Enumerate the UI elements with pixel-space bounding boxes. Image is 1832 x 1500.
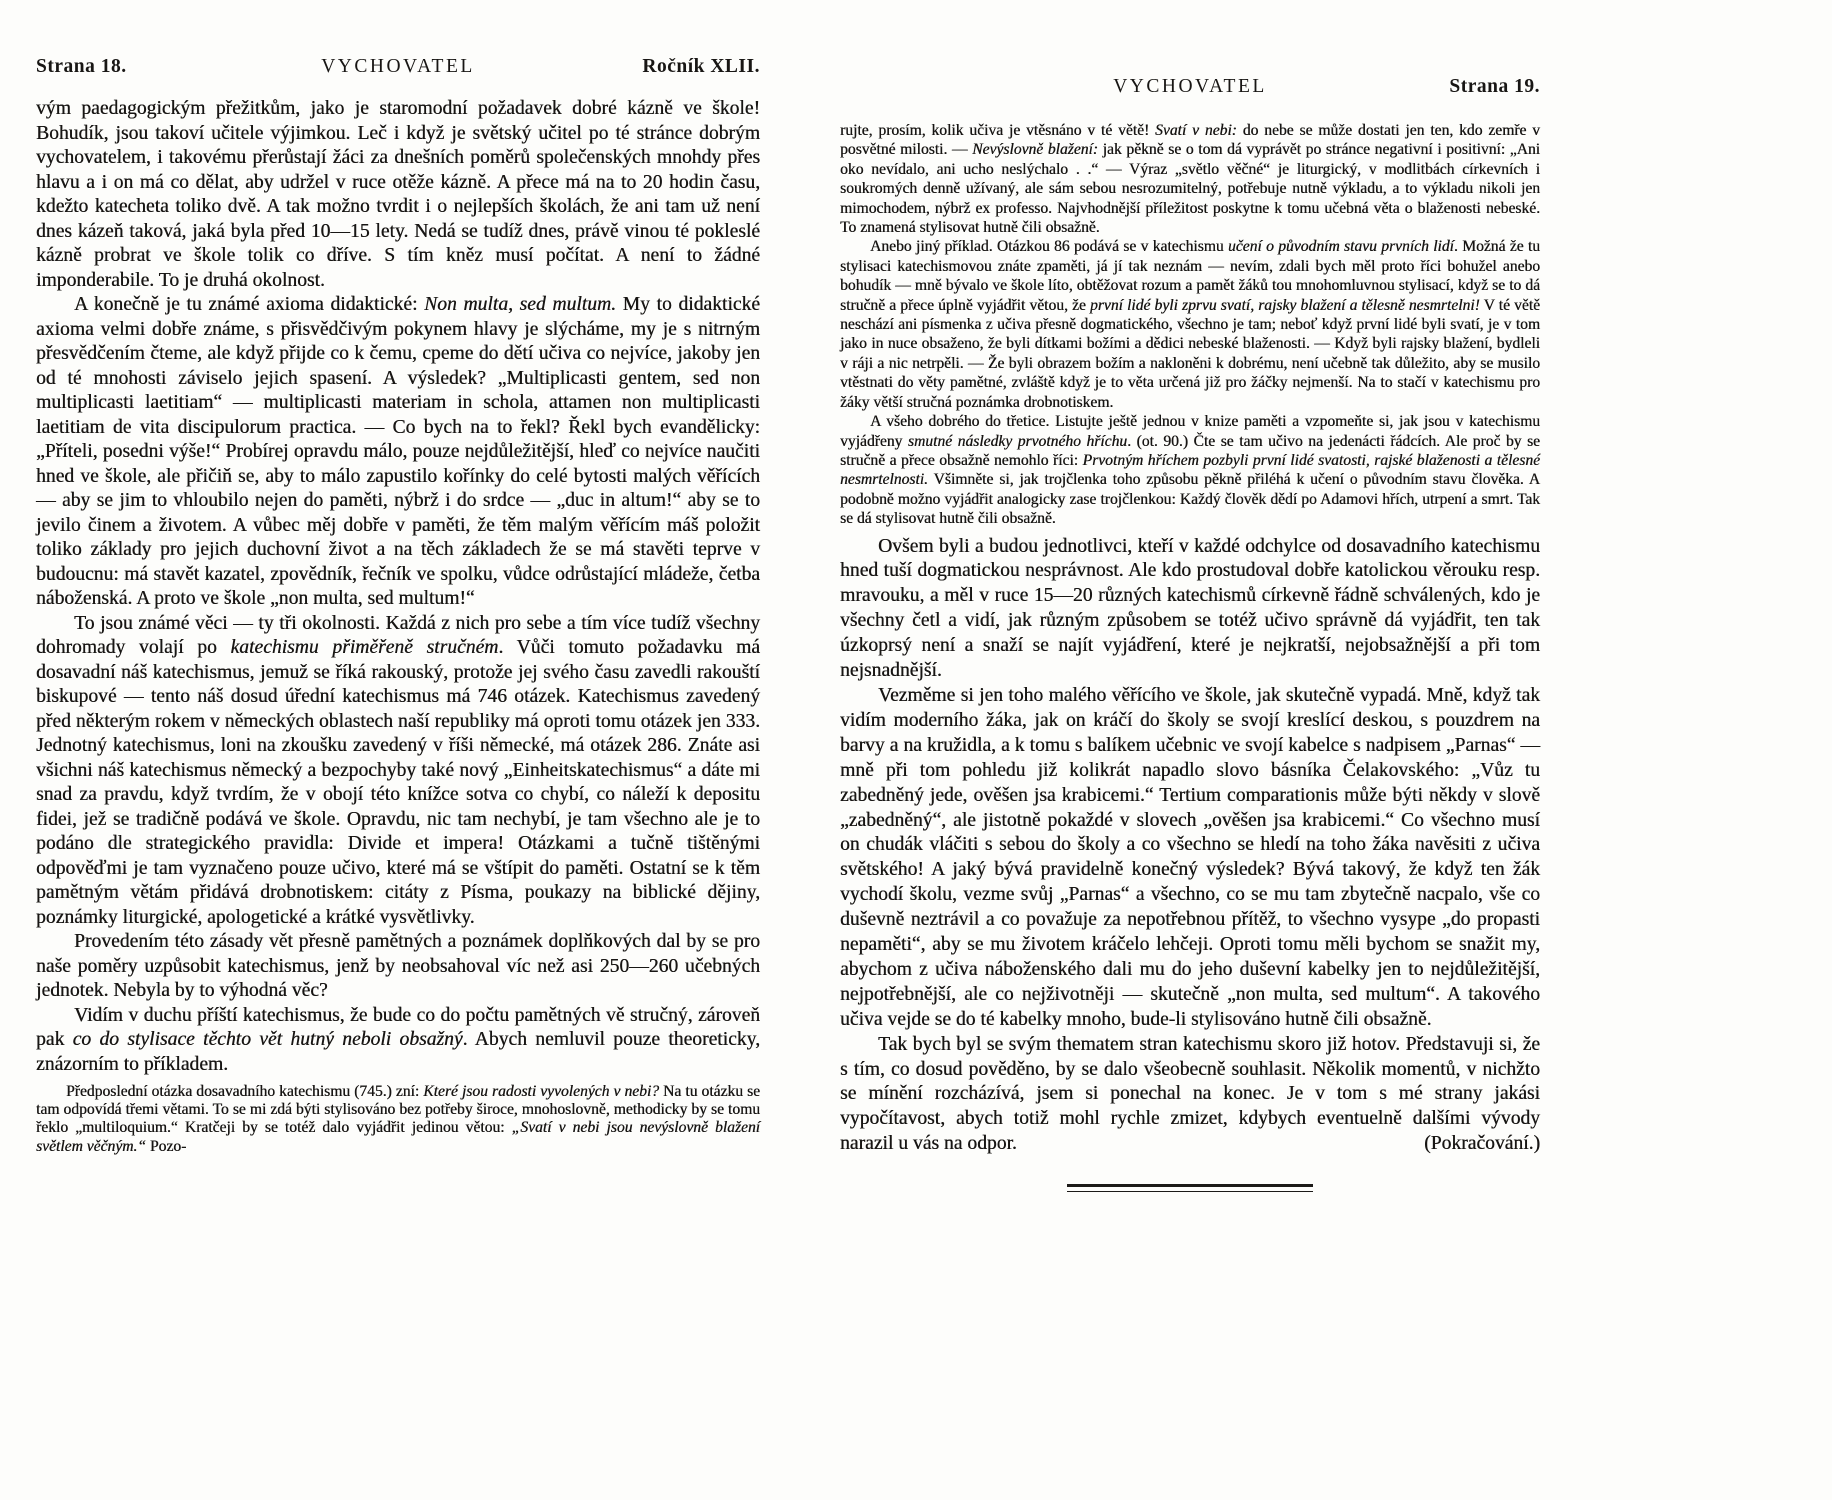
right-journal-title: VYCHOVATEL	[1113, 76, 1267, 97]
paragraph: Vezměme si jen toho malého věřícího ve škole, jak skutečně vypadá. Mně, když tak vidím moderního žáka, jak on kráčí do školy se svojí kreslící deskou, s pouzdrem na barvy a na kružidla, a k tomu s balíkem učebnic ve svojí kabelce s nadpisem „Parnas“ — mně při tom pohledu již kolikrát napadlo slovo básníka Čelakovského: „Vůz tu zabedněný jede, ověšen jsa krabicemi.“ Tertium comparationis může býti někdy v slově „zabedněný“, ale jistotně pokaždé v slovech „ověšen jsa krabicemi.“ Co všechno musí on chudák vláčiti s sebou do školy a co všechno se hledí na toho žáka navěsiti z učiva světského! A jaký bývá pravidelně konečný výsledek? Bývá takový, že když ten žák vychodí školu, vezme svůj „Parnas“ a všechno, co se mu tam zbytečně nacpalo, vše co duševně neztrávil a co považuje za nepotřebnou přítěž, to všechno vysype „do propasti nepaměti“, aby se mu životem kráčelo lehčeji. Oproti tomu měli bychom se snažit my, abychom z učiva náboženského dali mu do jeho duševní kabelky jen to nejdůležitější, nejpotřebnější, ale co nejživotněji — skutečně „non multa, sed multum“. A takového učiva vejde se do té kabelky mnoho, bude-li stylisováno hutně čili obsažně.	[840, 684, 1540, 1030]
footnote-paragraph: rujte, prosím, kolik učiva je vtěsnáno v té větě! Svatí v nebi: do nebe se může dostati jen ten, kdo zemře v posvětné milosti. — Nevýslovně blažení: jak pěkně se o tom dá vyprávět po stránce negativní i positivní: „Ani oko nevídalo, ani ucho neslýchalo . .“ — Výraz „světlo věčné“ je liturgický, v modlitbách církevních i soukromých denně užívaný, ale sám sebou nesrozumitelný, potřebuje nutně výkladu, a to výkladu nikoli jen mimochodem, nýbrž ex professo. Najvhodnější příležitost poskytne k tomu učebná věta o blaženosti nebeské. To znamená stylisovat hutně čili obsažně.	[840, 122, 1541, 237]
continuation-note: (Pokračování.)	[1424, 1133, 1540, 1155]
left-volume-label: Ročník XLII.	[642, 56, 760, 77]
paragraph: A konečně je tu známé axioma didaktické: Non multa, sed multum. My to didaktické axioma velmi dobře známe, s přisvědčivým pokynem hlavy je slýcháme, my je s nitrným přesvědčením čteme, ale když přijde co k čemu, cpeme do dětí učiva co nejvíce, jakoby jen od té mnohosti záviselo jejich spasení. A výsledek? „Multiplicasti gentem, sed non multiplicasti laetitiam“ — multiplicasti materiam in schola, attamen non multiplicasti laetitiam de vita discipulorum practica. — Co bych na to řekl? Řekl bych evandělicky: „Příteli, posedni výše!“ Probírej opravdu málo, pouze nejdůležitější, hleď co nejvíce naučiti hned ve škole, ale přičiň se, aby to málo zapustilo kořínky do celé bytosti malých věřících — aby se jim to vhloubilo nejen do paměti, nýbrž i do srdce — „duc in altum!“ aby se to jevilo činem a životem. A vůbec měj dobře v paměti, že těm malým věřícím máš položit toliko základy pro jejich duchovní život a na těch základech že se má stavěti teprve v budoucnu: má stavět kazatel, zpovědník, řečník ve spolku, vůdce odrůstající mládeže, četba náboženská. A proto ve škole „non multa, sed multum!“	[36, 294, 760, 609]
footnote-paragraph: A všeho dobrého do třetice. Listujte ještě jednou v knize paměti a vzpomeňte si, jak jsou v katechismu vyjádřeny smutné následky prvotného hříchu. (ot. 90.) Čte se tam učivo na jedenácti řádcích. Ale proč by se stručně a přece obsažně nemohlo říci: Prvotným hříchem pozbyli první lidé svatosti, rajské blaženosti a tělesné nesmrtelnosti. Všimněte si, jak trojčlenka toho způsobu pěkně přiléhá k učení o původním stavu člověka. A podobně možno vyjádřit analogicky zase trojčlenkou: Každý člověk dědí po Adamovi hřích, utrpení a smrt. Tak se dá stylisovat hutně čili obsažně.	[840, 413, 1540, 528]
left-page-header	[36, 56, 760, 82]
footnote-paragraph: Předposlední otázka dosavadního katechismu (745.) zní: Které jsou radosti vyvolených v nebi? Na tu otázku se tam odpovídá třemi větami. To se mi zdá býti stylisováno bez potřeby široce, mnohoslovně, methodicky by se tomu řeklo „multiloquium.“ Kratčeji by se totéž dalo vyjádřit jedinou větou: „Svatí v nebi jsou nevýslovně blažení světlem věčným.“ Pozo-	[36, 1083, 761, 1155]
left-page-body	[36, 97, 760, 1156]
left-page-number: Strana 18.	[36, 56, 127, 77]
right-page-body	[840, 121, 1540, 1192]
paragraph: To jsou známé věci — ty tři okolnosti. Každá z nich pro sebe a tím více tudíž všechny dohromady volají po katechismu přiměřeně stručném. Vůči tomuto požadavku má dosavadní náš katechismus, jemuž se říká rakouský, protože jej svého času zavedli rakouští biskupové — tento náš dosud úřední katechismus má 746 otázek. Katechismus zavedený před některým rokem v německých oblastech naší republiky má oproti tomu otázek jen 333. Jednotný katechismus, loni na zkoušku zavedený v říši německé, má otázek 286. Znáte asi všichni náš katechismus německý a bezpochyby také nový „Einheitskatechismus“ a dáte mi snad za pravdu, když tvrdím, že v obojí této knížce sotva co chybí, co náleží k depositu fidei, jež se tradičně podává ve škole. Opravdu, nic tam nechybí, je tam všechno ale je to podáno dle strategického pravidla: Divide et impera! Otázkami a tučně tištěnými odpověďmi je tam vyznačeno pouze učivo, které má se vštípit do paměti. Ostatní se k těm pamětným větám přidává drobnotiskem: citáty z Písma, poukazy na biblické dějiny, poznámky liturgické, apologetické a krátké vysvětlivky.	[36, 612, 760, 928]
paragraph: Ovšem byli a budou jednotlivci, kteří v každé odchylce od dosavadního katechismu hned tuší dogmatickou nesprávnost. Ale kdo prostudoval dobře katolickou věrouku resp. mravouku, a měl v ruce 15—20 různých katechismů církevně řádně schválených, kdo je všechny četl a vidí, jak různým způsobem se totéž učivo správně dá vyjádřit, ten tak úzkoprsý není a snaží se najít vyjádření, které je nejkratší, nejobsažnější a při tom nejsnadnější.	[840, 535, 1540, 682]
right-page-number: Strana 19.	[1449, 76, 1540, 97]
paragraph: Vidím v duchu příští katechismus, že bude co do počtu pamětných vě stručný, zároveň pak co do stylisace těchto vět hutný neboli obsažný. Abych nemluvil pouze theoreticky, znázorním to příkladem.	[36, 1004, 760, 1075]
page-left	[36, 56, 760, 1156]
paragraph: vým paedagogickým přežitkům, jako je staromodní požadavek dobré kázně ve škole! Bohudík, jsou takoví učitele výjimkou. Leč i když je světský učitel po té stránce dobrým vychovatelem, i takovému přerůstají žáci za dnešních poměrů společenských mnohdy přes hlavu a i on má co dělat, aby udržel v ruce otěže kázně. A přece má na to 20 hodin času, kdežto katecheta toliko dvě. A tak možno tvrdit i o nejlepších školách, že ani tam už není dnes kázeň taková, jaká byla před 10—15 lety. Nedá se tudíž dnes, právě vinou té pokleslé kázně probrat ve škole tolik co dříve. S tím kněz musí počítat. A není to žádné imponderabile. To je druhá okolnost.	[36, 98, 760, 291]
page-right	[840, 76, 1540, 1192]
left-journal-title: VYCHOVATEL	[321, 56, 475, 77]
paragraph: Tak bych byl se svým thematem stran katechismu skoro již hotov. Představuji si, že s tím, co dosud pověděno, by se dalo všeobecně souhlasit. Několik momentů, v nichžto se mínění rozcházívá, jsem si ponechal na konec. Je v tom s mé strany jakási vypočítavost, abych totiž mohl rychle zmizet, kdybych eventuelně dalšími vývody narazil u vás na odpor.	[840, 1033, 1540, 1155]
footnote-paragraph: Anebo jiný příklad. Otázkou 86 podává se v katechismu učení o původním stavu prvních lidí. Možná že tu stylisaci katechismovou znáte zpaměti, já jí tak neznám — nevím, zdali bych měl proto říci bohužel anebo bohudík — mně bývalo ve škole líto, obtěžovat rozum a pamět žáků tou mnohomluvnou stylisací, když se to dá stručně a přece úplně vyjádřit větou, že první lidé byli zprvu svatí, rajsky blažení a tělesně nesmrtelni! V té větě neschází ani písmenka z učiva přesně dogmatického, všechno je tam; neboť když první lidé byli svatí, je v tom jako in nuce obsaženo, že byli dítkami božími a dědici nebeské blaženosti. — Když byli rajsky blažení, bydleli v ráji a nic netrpěli. — Že byli obrazem božím a nakloněni k dobrému, není učebně tak důležito, aby se musilo vtěstnati do věty pamětné, zvláště když je to věta určená již pro žáčky nejmenší. Na to stačí v katechismu pro žáky větší stručná poznámka drobnotiskem.	[840, 238, 1540, 411]
section-end-rule	[1067, 1184, 1313, 1192]
right-page-header	[840, 76, 1540, 102]
paragraph: Provedením této zásady vět přesně pamětných a poznámek doplňkových dal by se pro naše poměry uzpůsobit katechismus, jenž by neobsahoval víc než asi 250—260 učebných jednotek. Nebyla by to výhodná věc?	[36, 931, 760, 1001]
